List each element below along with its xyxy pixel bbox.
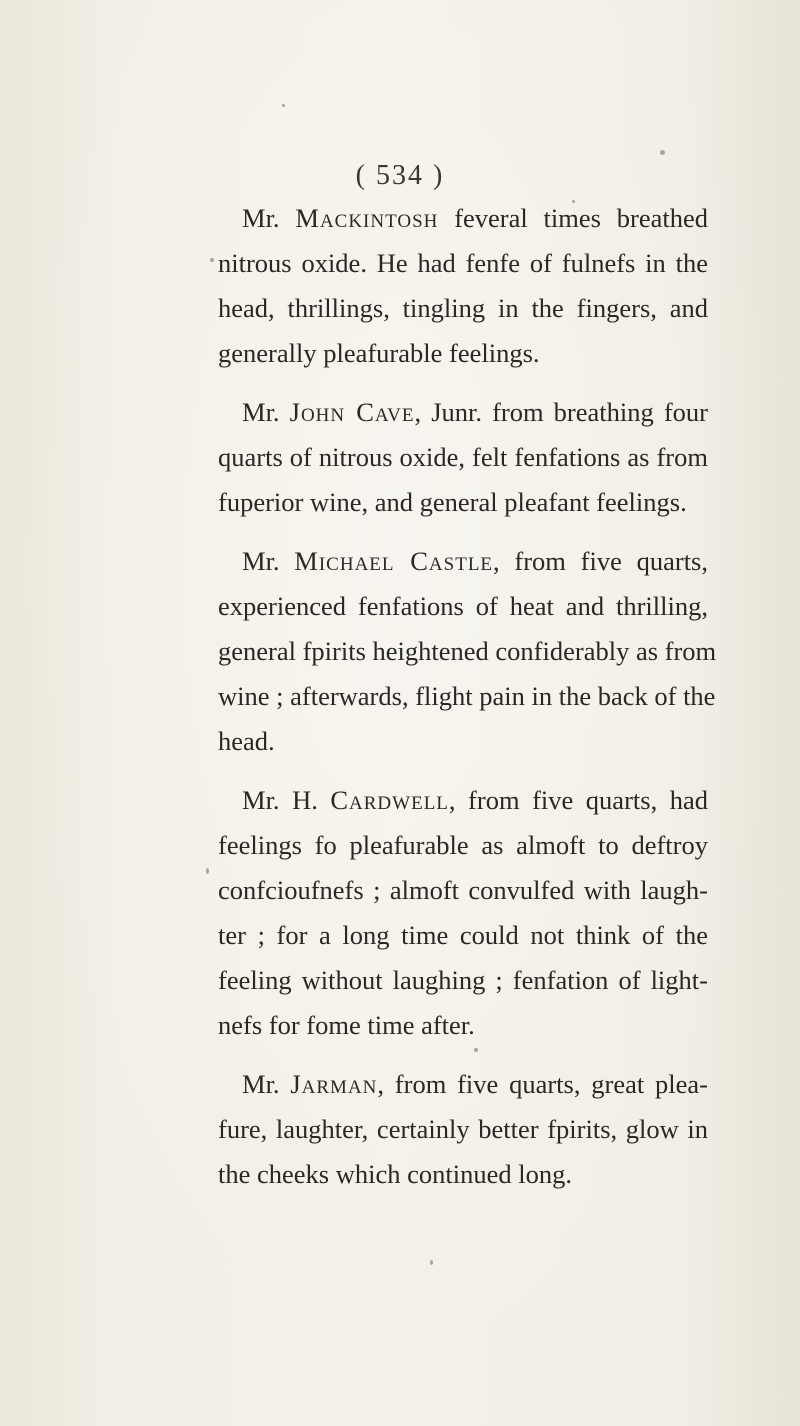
person-name: Cardwell — [330, 785, 449, 815]
person-name: Mackintosh — [295, 203, 439, 233]
text-line: Mr. Mackintosh feveral times breathed — [242, 203, 708, 233]
paragraph — [218, 390, 708, 525]
paper-speck — [660, 150, 665, 155]
text-line: general fpirits heightened confiderably as from — [218, 636, 717, 666]
page-number: ( 534 ) — [355, 160, 445, 191]
paragraph-gap — [218, 764, 708, 778]
text-line: feeling without laughing ; fenfation of light- — [218, 965, 708, 995]
paragraph — [218, 1062, 708, 1197]
text-line: feelings fo pleafurable as almoft to deftroy — [218, 830, 708, 860]
text-line: the cheeks which continued long. — [218, 1159, 572, 1189]
person-name: John Cave — [289, 397, 415, 427]
body-text — [218, 196, 717, 1197]
text-line: fuperior wine, and general pleafant feelings. — [218, 487, 687, 517]
paper-speck — [282, 104, 285, 107]
paragraph — [218, 778, 708, 1048]
text-line: head. — [218, 726, 275, 756]
text-line: experienced fenfations of heat and thrilling, — [218, 591, 708, 621]
text-line: quarts of nitrous oxide, felt fenfations as from — [218, 442, 708, 472]
text-line: nitrous oxide. He had fenfe of fulnefs in the — [218, 248, 708, 278]
text-line: generally pleafurable feelings. — [218, 338, 540, 368]
paragraph — [218, 539, 717, 764]
text-line: fure, laughter, certainly better fpirits, glow in — [218, 1114, 708, 1144]
text-line: Mr. Michael Castle, from five quarts, — [242, 546, 708, 576]
text-line: Mr. H. Cardwell, from five quarts, had — [242, 785, 708, 815]
text-line: confcioufnefs ; almoft convulfed with laugh- — [218, 875, 708, 905]
text-line: nefs for fome time after. — [218, 1010, 475, 1040]
person-name: Michael Castle — [294, 546, 494, 576]
paragraph-gap — [218, 525, 708, 539]
paper-speck — [206, 868, 209, 874]
paragraph — [218, 196, 708, 376]
paper-speck — [430, 1260, 433, 1265]
paragraph-gap — [218, 1048, 708, 1062]
text-line: wine ; afterwards, flight pain in the back of the — [218, 681, 716, 711]
text-line: Mr. Jarman, from five quarts, great plea- — [242, 1069, 708, 1099]
paragraph-gap — [218, 376, 708, 390]
text-line: head, thrillings, tingling in the fingers, and — [218, 293, 708, 323]
person-name: Jarman — [290, 1069, 378, 1099]
paper-speck — [210, 258, 214, 262]
text-line: ter ; for a long time could not think of the — [218, 920, 708, 950]
text-line: Mr. John Cave, Junr. from breathing four — [242, 397, 708, 427]
